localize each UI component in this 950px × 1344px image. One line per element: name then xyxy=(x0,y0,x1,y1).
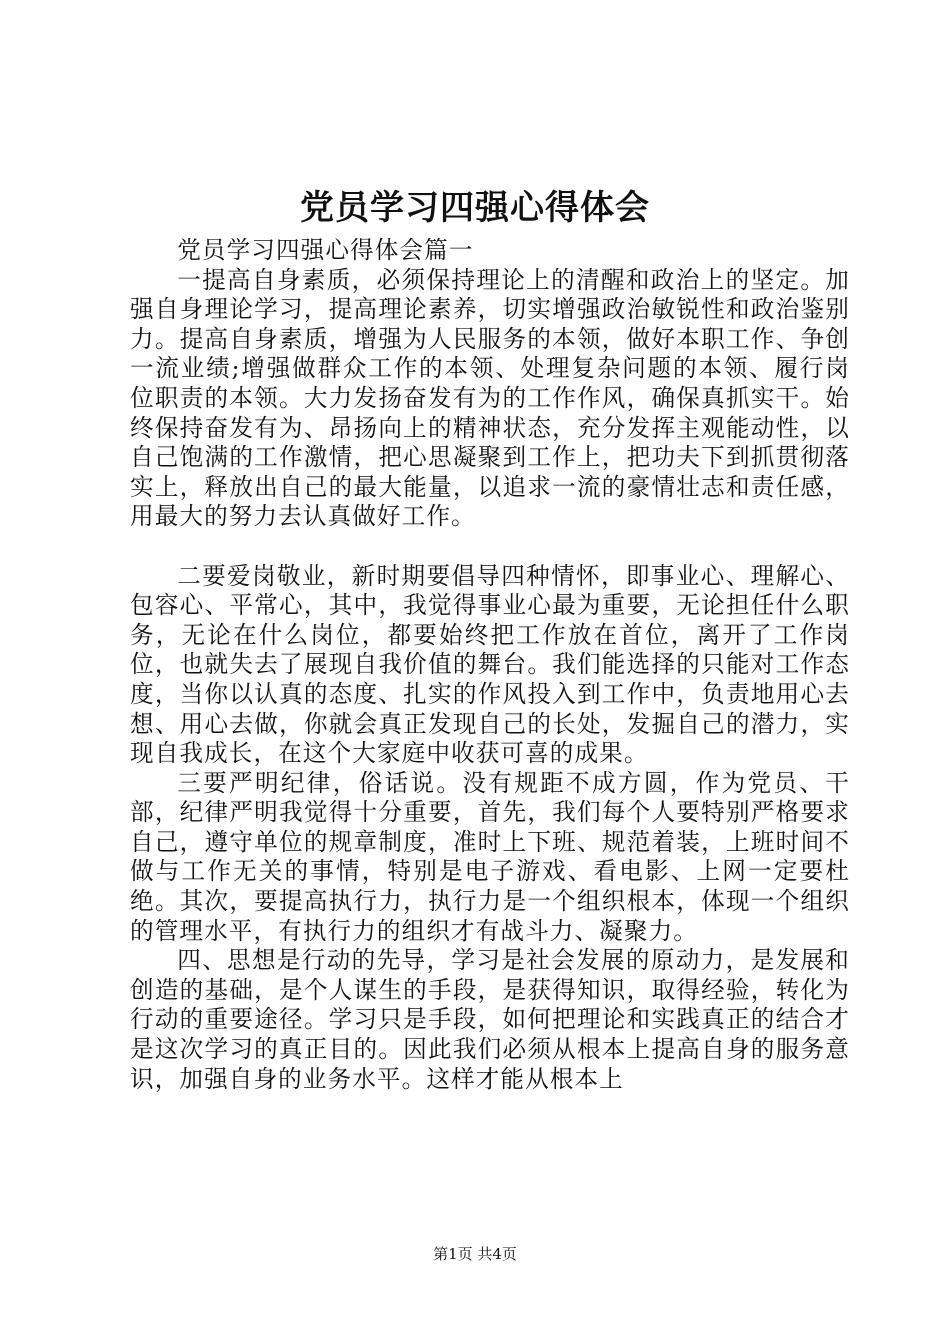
paragraph-1: 一提高自身素质，必须保持理论上的清醒和政治上的坚定。加强自身理论学习，提高理论素养，切实增强政治敏锐性和政治鉴别力。提高自身素质，增强为人民服务的本领，做好本职工作、争创一流业绩;增强做群众工作的本领、处理复杂问题的本领、履行岗位职责的本领。大力发扬奋发有为的工作作风，确保真抓实干。始终保持奋发有为、昂扬向上的精神状态，充分发挥主观能动性，以自己饱满的工作激情，把心思凝聚到工作上，把功夫下到抓贯彻落实上，释放出自己的最大能量，以追求一流的豪情壮志和责任感，用最大的努力去认真做好工作。 xyxy=(130,265,850,531)
paragraph-2: 二要爱岗敬业，新时期要倡导四种情怀，即事业心、理解心、包容心、平常心，其中，我觉得事业心最为重要，无论担任什么职务，无论在什么岗位，都要始终把工作放在首位，离开了工作岗位，也就失去了展现自我价值的舞台。我们能选择的只能对工作态度，当你以认真的态度、扎实的作风投入到工作中，负责地用心去想、用心去做，你就会真正发现自己的长处，发掘自己的潜力，实现自我成长，在这个大家庭中收获可喜的成果。 xyxy=(130,561,850,768)
paragraph-spacer xyxy=(130,532,850,562)
section-heading: 党员学习四强心得体会篇一 xyxy=(177,236,474,264)
document-title: 党员学习四强心得体会 xyxy=(300,188,650,228)
paragraph-4: 四、思想是行动的先导，学习是社会发展的原动力，是发展和创造的基础，是个人谋生的手段，是获得知识，取得经验，转化为行动的重要途径。学习只是手段，如何把理论和实践真正的结合才是这次学习的真正目的。因此我们必须从根本上提高自身的服务意识，加强自身的业务水平。这样才能从根本上 xyxy=(130,946,850,1093)
page-number-footer: 第1页 共4页 xyxy=(433,1245,517,1263)
paragraph-3: 三要严明纪律，俗话说。没有规距不成方圆，作为党员、干部，纪律严明我觉得十分重要，首先，我们每个人要特别严格要求自己，遵守单位的规章制度，准时上下班、规范着装，上班时间不做与工作无关的事情，特别是电子游戏、看电影、上网一定要杜绝。其次，要提高执行力，执行力是一个组织根本，体现一个组织的管理水平，有执行力的组织才有战斗力、凝聚力。 xyxy=(130,768,850,945)
document-body xyxy=(130,236,850,1094)
